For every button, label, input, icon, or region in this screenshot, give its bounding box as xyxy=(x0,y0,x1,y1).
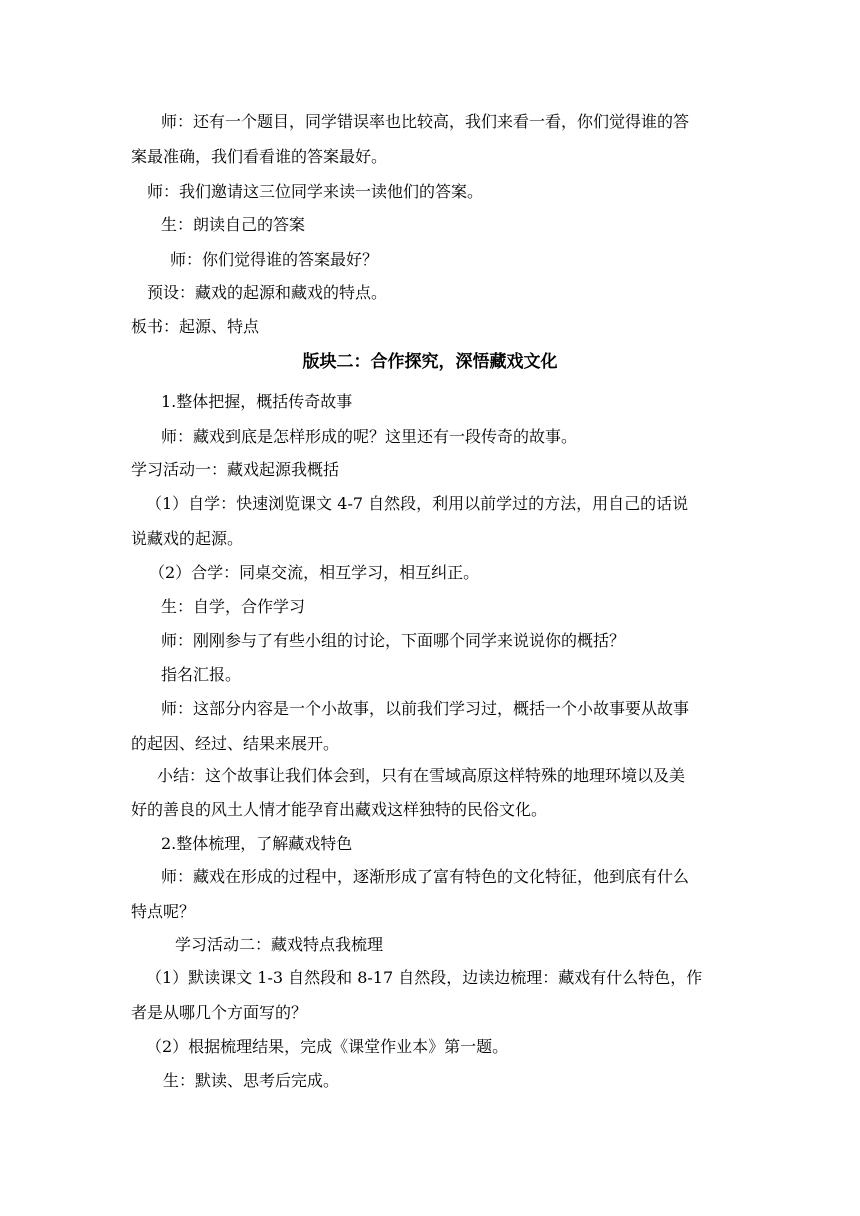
paragraph-line: （2）根据梳理结果，完成《课堂作业本》第一题。 xyxy=(146,1037,509,1056)
paragraph-line: 1.整体把握，概括传奇故事 xyxy=(161,392,353,411)
paragraph-line: 师：还有一个题目，同学错误率也比较高，我们来看一看，你们觉得谁的答 xyxy=(161,112,690,131)
paragraph-line: 师：你们觉得谁的答案最好？ xyxy=(170,250,379,269)
paragraph-line: 生：默读、思考后完成。 xyxy=(163,1071,340,1090)
paragraph-line: 案最准确，我们看看谁的答案最好。 xyxy=(131,147,388,166)
paragraph-line: 师：藏戏到底是怎样形成的呢？这里还有一段传奇的故事。 xyxy=(161,427,578,446)
section-heading: 版块二：合作探究，深悟藏戏文化 xyxy=(302,352,558,372)
paragraph-line: （1）自学：快速浏览课文 4-7 自然段，利用以前学过的方法，用自己的话说 xyxy=(146,494,689,513)
paragraph-line: 生：自学，合作学习 xyxy=(161,597,306,616)
paragraph-line: 的起因、经过、结果来展开。 xyxy=(131,734,340,753)
paragraph-line: 小结：这个故事让我们体会到，只有在雪域高原这样特殊的地理环境以及美 xyxy=(157,766,686,785)
paragraph-line: 师：藏戏在形成的过程中，逐渐形成了富有特色的文化特征，他到底有什么 xyxy=(161,867,690,886)
paragraph-line: 者是从哪几个方面写的？ xyxy=(131,1003,308,1022)
paragraph-line: 预设：藏戏的起源和藏戏的特点。 xyxy=(147,283,388,302)
paragraph-line: 2.整体梳理，了解藏戏特色 xyxy=(161,834,353,853)
paragraph-line: 学习活动一：藏戏起源我概括 xyxy=(131,460,340,479)
paragraph-line: 好的善良的风土人情才能孕育出藏戏这样独特的民俗文化。 xyxy=(131,800,548,819)
paragraph-line: 师：这部分内容是一个小故事，以前我们学习过，概括一个小故事要从故事 xyxy=(161,699,690,718)
paragraph-line: 学习活动二：藏戏特点我梳理 xyxy=(175,935,384,954)
paragraph-line: （2）合学：同桌交流，相互学习，相互纠正。 xyxy=(149,563,480,582)
paragraph-line: （1）默读课文 1-3 自然段和 8-17 自然段，边读边梳理：藏戏有什么特色，作 xyxy=(146,968,703,987)
paragraph-line: 指名汇报。 xyxy=(161,665,242,684)
paragraph-line: 板书：起源、特点 xyxy=(131,317,260,336)
paragraph-line: 特点呢？ xyxy=(131,902,196,921)
paragraph-line: 师：我们邀请这三位同学来读一读他们的答案。 xyxy=(147,182,484,201)
paragraph-line: 说藏戏的起源。 xyxy=(131,529,244,548)
paragraph-line: 生：朗读自己的答案 xyxy=(161,215,306,234)
paragraph-line: 师：刚刚参与了有些小组的讨论，下面哪个同学来说说你的概括？ xyxy=(161,631,626,650)
